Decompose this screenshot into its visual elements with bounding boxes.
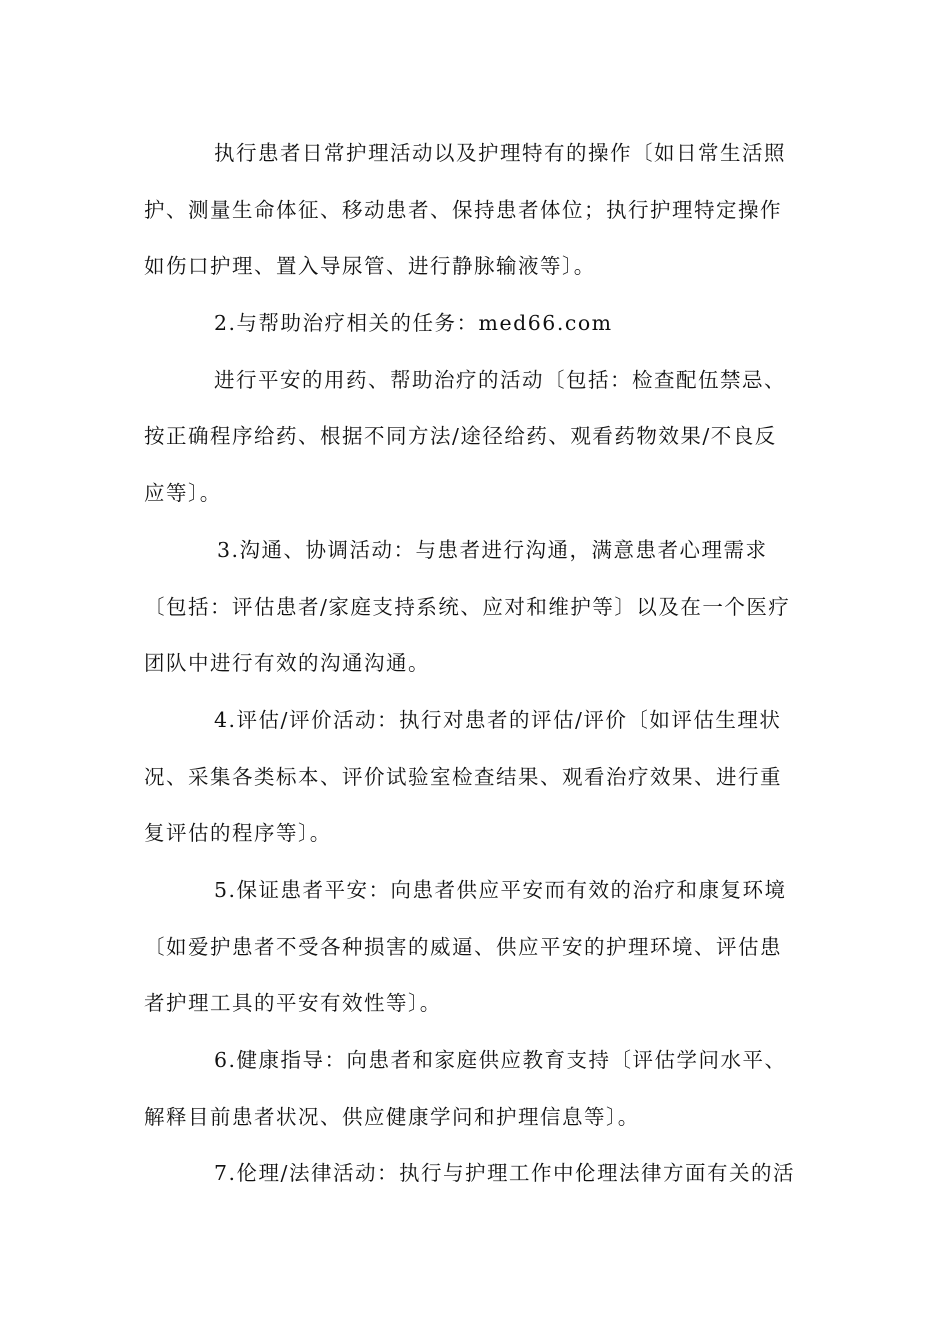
text-line: 3.沟通、协调活动：与患者进行沟通，满意患者心理需求 [217,538,768,562]
text-line: 6.健康指导：向患者和家庭供应教育支持〔评估学问水平、 [214,1048,787,1072]
text-line: 〔包括：评估患者/家庭支持系统、应对和维护等〕以及在一个医疗 [144,595,791,619]
text-line: 执行患者日常护理活动以及护理特有的操作〔如日常生活照 [214,141,786,165]
text-line: 进行平安的用药、帮助治疗的活动〔包括：检查配伍禁忌、 [214,368,786,392]
text-line: 5.保证患者平安：向患者供应平安而有效的治疗和康复环境 [214,878,787,902]
text-line: 解释目前患者状况、供应健康学问和护理信息等〕。 [144,1105,640,1129]
text-line: 复评估的程序等〕。 [144,821,332,845]
text-line: 按正确程序给药、根据不同方法/途径给药、观看药物效果/不良反 [144,424,777,448]
text-line: 况、采集各类标本、评价试验室检查结果、观看治疗效果、进行重 [144,765,782,789]
text-line: 护、测量生命体征、移动患者、保持患者体位；执行护理特定操作 [144,198,782,222]
text-line: 如伤口护理、置入导尿管、进行静脉输液等〕。 [144,254,596,278]
text-line: 团队中进行有效的沟通沟通。 [144,651,430,675]
text-line: 〔如爱护患者不受各种损害的威逼、供应平安的护理环境、评估患 [144,935,782,959]
text-line: 4.评估/评价活动：执行对患者的评估/评价〔如评估生理状 [214,708,782,732]
text-line: 2.与帮助治疗相关的任务：med66.com [214,311,613,335]
text-line: 者护理工具的平安有效性等〕。 [144,991,442,1015]
text-line: 应等〕。 [144,481,222,505]
text-line: 7.伦理/法律活动：执行与护理工作中伦理法律方面有关的活 [214,1161,795,1185]
